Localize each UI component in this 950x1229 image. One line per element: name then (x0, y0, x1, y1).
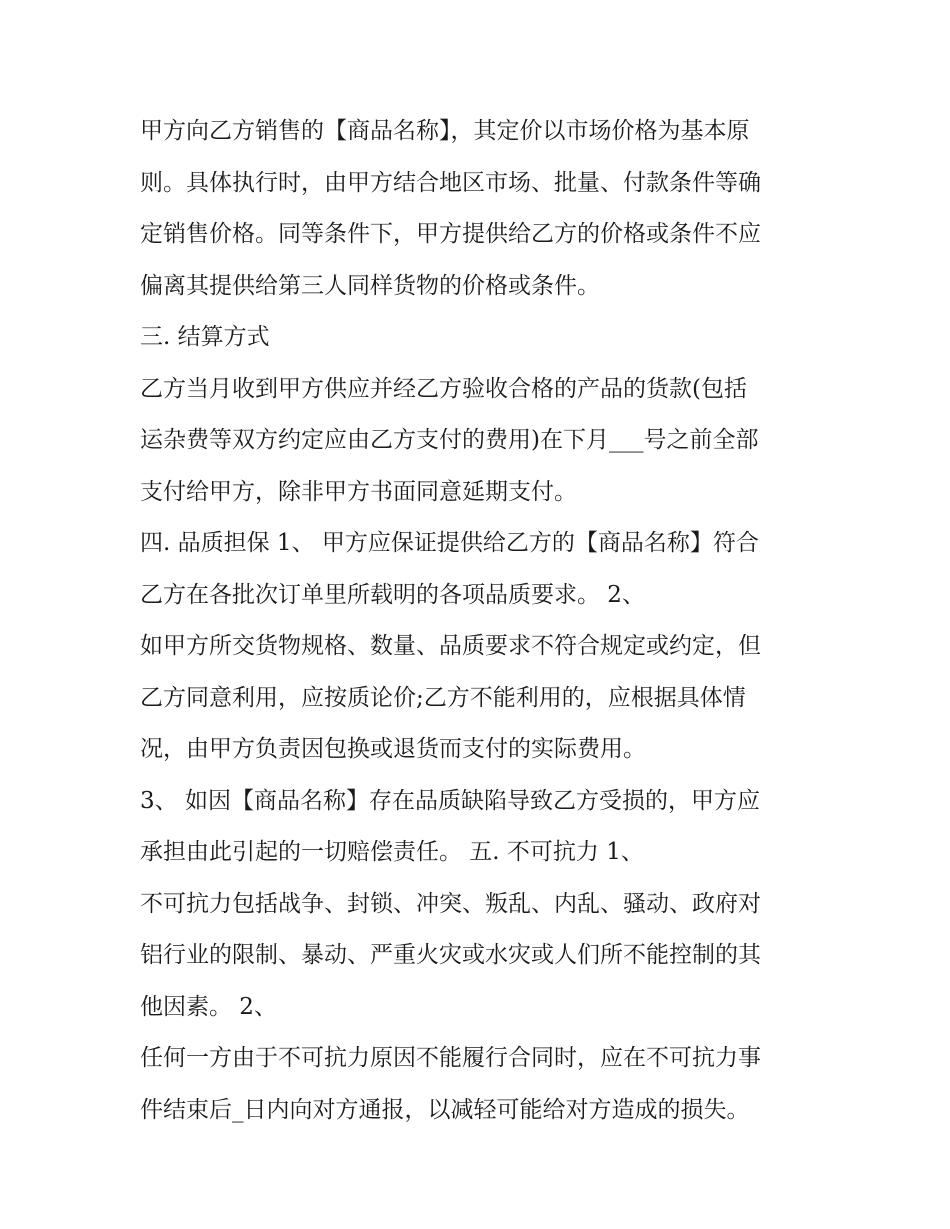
contract-text (140, 106, 830, 1136)
text-line: 则。具体执行时，由甲方结合地区市场、批量、付款条件等确 (140, 169, 761, 196)
text-line: 乙方同意利用，应按质论价;乙方不能利用的，应根据具体情 (140, 684, 746, 711)
text-line: 况，由甲方负责因包换或退货而支付的实际费用。 (140, 736, 646, 762)
text-line: 如甲方所交货物规格、数量、品质要求不符合规定或约定，但 (140, 633, 761, 659)
text-line: 件结束后_日内向对方通报，以减轻可能给对方造成的损失。 (140, 1096, 750, 1123)
text-line: 偏离其提供给第三人同样货物的价格或条件。 (140, 272, 600, 299)
text-line: 他因素。 2、 (140, 993, 277, 1020)
text-line: 甲方向乙方销售的【商品名称】，其定价以市场价格为基本原 (140, 118, 750, 144)
text-line: 3、 如因【商品名称】存在品质缺陷导致乙方受损的，甲方应 (140, 787, 760, 814)
text-line: 不可抗力包括战争、封锁、冲突、叛乱、内乱、骚动、政府对 (140, 890, 761, 917)
section-heading-quality: 四. 品质担保 1、 甲方应保证提供给乙方的【商品名称】符合 (140, 530, 759, 556)
text-line: 乙方当月收到甲方供应并经乙方验收合格的产品的货款(包括 (140, 375, 747, 402)
section-heading-settlement: 三. 结算方式 (140, 324, 270, 350)
text-line: 任何一方由于不可抗力原因不能履行合同时，应在不可抗力事 (140, 1045, 761, 1071)
text-line: 运杂费等双方约定应由乙方支付的费用)在下月___号之前全部 (140, 427, 759, 453)
text-line: 定销售价格。同等条件下，甲方提供给乙方的价格或条件不应 (140, 221, 761, 247)
text-line: 支付给甲方，除非甲方书面同意延期支付。 (140, 478, 577, 505)
text-line: 铝行业的限制、暴动、严重火灾或水灾或人们所不能控制的其 (140, 942, 761, 968)
section-heading-force-majeure: 承担由此引起的一切赔偿责任。 五. 不可抗力 1、 (140, 839, 644, 865)
text-line: 乙方在各批次订单里所载明的各项品质要求。 2、 (140, 581, 645, 608)
